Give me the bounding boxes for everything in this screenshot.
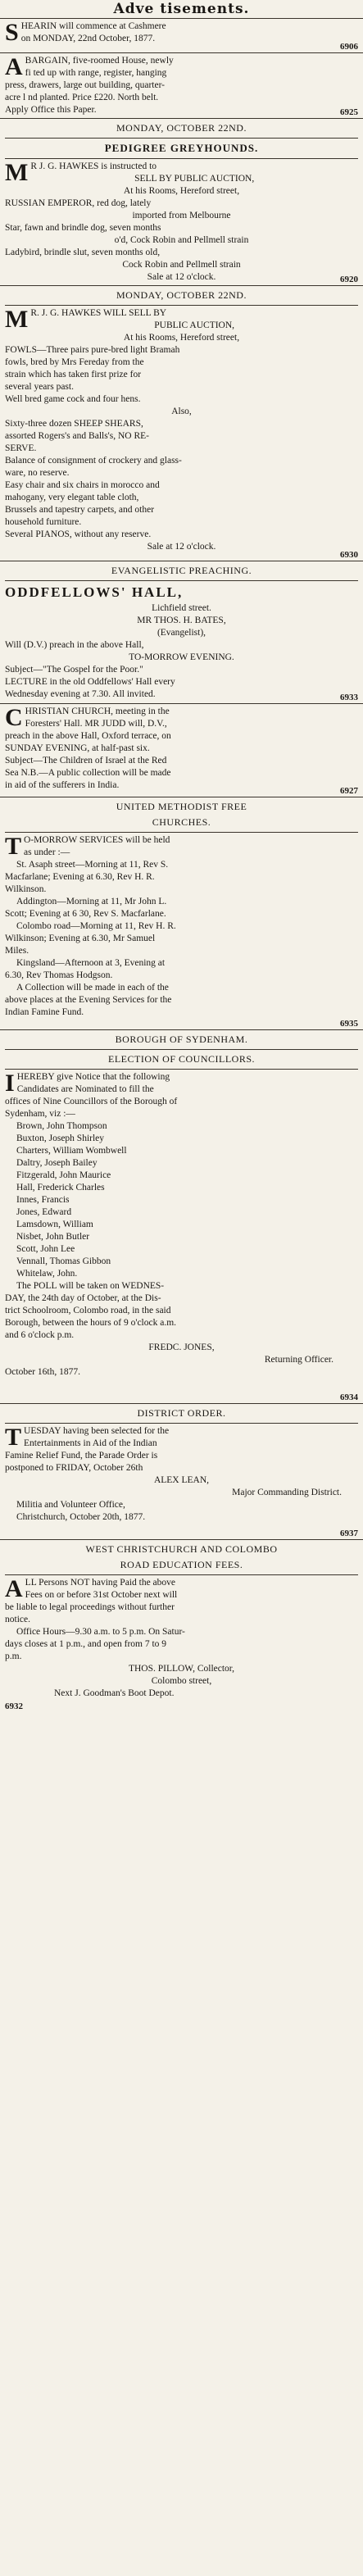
ad-line: ware, no reserve. bbox=[5, 468, 70, 478]
ad-line: acre l nd planted. Price £220. North belt. bbox=[5, 93, 159, 102]
ad-line: HRISTIAN CHURCH, meeting in the bbox=[25, 706, 170, 716]
ad-line: Subject—"The Gospel for the Poor." bbox=[5, 665, 143, 675]
ad-line: LL Persons NOT having Paid the above bbox=[25, 1578, 176, 1588]
ad-number: 6927 bbox=[340, 786, 358, 796]
ad-line: O-MORROW SERVICES will be held bbox=[24, 835, 170, 845]
drop-cap: A bbox=[5, 1575, 23, 1602]
ad-heading: BOROUGH OF SYDENHAM. bbox=[115, 1034, 248, 1045]
signature-title: Major Commanding District. bbox=[232, 1488, 342, 1497]
ad-line: Will (D.V.) preach in the above Hall, bbox=[5, 640, 144, 650]
candidate-name: Whitelaw, John. bbox=[16, 1269, 78, 1279]
ad-line: Apply Office this Paper. bbox=[5, 105, 97, 115]
ad-line: press, drawers, large out building, quarter- bbox=[5, 80, 166, 90]
ad-line: BARGAIN, five-roomed House, newly bbox=[25, 56, 174, 66]
ad-heading: CHURCHES. bbox=[152, 816, 211, 828]
ad-line: several years past. bbox=[5, 382, 74, 392]
ad-line: Addington—Morning at 11, Mr John L. bbox=[16, 897, 167, 906]
ad-number: 6920 bbox=[340, 275, 358, 284]
ad-line: Brussels and tapestry carpets, and other bbox=[5, 505, 155, 515]
candidate-name: Lamsdown, William bbox=[16, 1220, 93, 1229]
ad-line: Foresters' Hall. MR JUDD will, D.V., bbox=[25, 719, 167, 729]
ad-number: 6906 bbox=[340, 42, 358, 52]
ad-line: Indian Famine Fund. bbox=[5, 1007, 84, 1017]
ad-district-order bbox=[0, 1404, 363, 1540]
ad-line: Sixty-three dozen SHEEP SHEARS, bbox=[5, 419, 143, 429]
candidate-name: Fitzgerald, John Maurice bbox=[16, 1170, 111, 1180]
ad-line: Colombo road—Morning at 11, Rev H. R. bbox=[16, 921, 176, 931]
ad-line: Star, fawn and brindle dog, seven months bbox=[5, 223, 161, 233]
candidate-name: Nisbet, John Butler bbox=[16, 1232, 90, 1242]
ad-line: assorted Rogers's and Balls's, NO RE- bbox=[5, 431, 149, 441]
ad-line: mahogany, very elegant table cloth, bbox=[5, 493, 139, 502]
ad-line: Candidates are Nominated to fill the bbox=[16, 1084, 154, 1094]
ad-line: The POLL will be taken on WEDNES- bbox=[16, 1281, 165, 1291]
ad-heading: WEST CHRISTCHURCH AND COLOMBO bbox=[85, 1543, 278, 1555]
ad-line: Wednesday evening at 7.30. All invited. bbox=[5, 689, 156, 699]
ad-line: p.m. bbox=[5, 1651, 22, 1661]
ad-line: household furniture. bbox=[5, 517, 82, 527]
ad-sydenham-election bbox=[0, 1030, 363, 1404]
ad-line: preach in the above Hall, Oxford terrace, on bbox=[5, 731, 171, 741]
ad-heading: EVANGELISTIC PREACHING. bbox=[111, 565, 252, 576]
ad-line: Sea N.B.—A public collection will be made bbox=[5, 768, 171, 778]
signature-name: ALEX LEAN, bbox=[153, 1475, 210, 1485]
ad-line: Cock Robin and Pellmell strain bbox=[122, 260, 241, 270]
ad-line: Also, bbox=[171, 407, 192, 416]
drop-cap: I bbox=[5, 1070, 15, 1097]
ad-line: Fees on or before 31st October next will bbox=[25, 1590, 178, 1600]
ad-line: Balance of consignment of crockery and glass- bbox=[5, 456, 182, 466]
ad-line: notice. bbox=[5, 1615, 30, 1624]
ad-heading: UNITED METHODIST FREE bbox=[116, 801, 247, 812]
ad-line: o'd, Cock Robin and Pellmell strain bbox=[114, 235, 249, 245]
ad-line: offices of Nine Councillors of the Borough of bbox=[5, 1097, 178, 1106]
ad-line: Kingsland—Afternoon at 3, Evening at bbox=[16, 958, 166, 968]
candidate-name: Daltry, Joseph Bailey bbox=[16, 1158, 98, 1168]
ad-line: Militia and Volunteer Office, bbox=[16, 1500, 125, 1510]
ad-greyhounds bbox=[0, 119, 363, 286]
ad-line: on MONDAY, 22nd October, 1877. bbox=[20, 34, 156, 43]
ad-line: Wilkinson; Evening at 6.30, Mr Samuel bbox=[5, 934, 156, 943]
ad-line: and 6 o'clock p.m. bbox=[5, 1330, 75, 1340]
ad-line: trict Schoolroom, Colombo road, in the said bbox=[5, 1306, 171, 1315]
ad-line: R. J. G. HAWKES WILL SELL BY bbox=[30, 308, 167, 318]
ad-line: DAY, the 24th day of October, at the Dis- bbox=[5, 1293, 161, 1303]
ad-line: Next J. Goodman's Boot Depot. bbox=[54, 1688, 175, 1698]
masthead-title: Adve tisements. bbox=[0, 0, 363, 19]
ad-line: SUNDAY EVENING, at half-past six. bbox=[5, 743, 150, 753]
ad-line: HEREBY give Notice that the following bbox=[16, 1072, 170, 1082]
drop-cap: M bbox=[5, 159, 29, 186]
ad-line: Borough, between the hours of 9 o'clock a.m. bbox=[5, 1318, 177, 1328]
drop-cap: A bbox=[5, 53, 23, 80]
ad-line: Christchurch, October 20th, 1877. bbox=[16, 1512, 146, 1522]
ad-line: FOWLS—Three pairs pure-bred light Bramah bbox=[5, 345, 180, 355]
ad-number: 6932 bbox=[5, 1701, 23, 1711]
hall-title: ODDFELLOWS' HALL, bbox=[5, 584, 184, 600]
ad-line: Easy chair and six chairs in morocco and bbox=[5, 480, 160, 490]
ad-line: fi ted up with range, register, hanging bbox=[25, 68, 167, 78]
ad-line: Sale at 12 o'clock. bbox=[147, 542, 216, 552]
signature-name: FREDC. JONES, bbox=[148, 1343, 215, 1352]
ad-line: Well bred game cock and four hens. bbox=[5, 394, 141, 404]
ad-line: RUSSIAN EMPEROR, red dog, lately bbox=[5, 198, 152, 208]
ad-number: 6934 bbox=[340, 1392, 358, 1402]
signature-title: Returning Officer. bbox=[264, 1355, 334, 1365]
candidate-name: Charters, William Wombwell bbox=[16, 1146, 127, 1156]
ad-christian-church bbox=[0, 704, 363, 797]
ad-line: A Collection will be made in each of the bbox=[16, 983, 169, 993]
ad-line: (Evangelist), bbox=[157, 628, 206, 638]
ad-number: 6925 bbox=[340, 107, 358, 117]
ad-number: 6933 bbox=[340, 693, 358, 702]
ad-number: 6930 bbox=[340, 550, 358, 560]
ad-line: Lichfield street. bbox=[152, 603, 211, 613]
ad-line: HEARIN will commence at Cashmere bbox=[20, 21, 166, 31]
ad-heading: ELECTION OF COUNCILLORS. bbox=[108, 1053, 255, 1065]
ad-line: At his Rooms, Hereford street, bbox=[123, 186, 240, 196]
ad-line: as under :— bbox=[24, 847, 70, 857]
ad-line: Wilkinson. bbox=[5, 884, 47, 894]
ad-heading: ROAD EDUCATION FEES. bbox=[120, 1559, 243, 1570]
ad-line: Office Hours—9.30 a.m. to 5 p.m. On Satur- bbox=[16, 1627, 185, 1637]
ad-line: Subject—The Children of Israel at the Red bbox=[5, 756, 167, 766]
candidate-name: Innes, Francis bbox=[16, 1195, 70, 1205]
candidate-name: Vennall, Thomas Gibbon bbox=[16, 1256, 111, 1266]
ad-line: MR THOS. H. BATES, bbox=[137, 616, 226, 625]
ad-bargain bbox=[0, 53, 363, 119]
ad-number: 6937 bbox=[340, 1529, 358, 1538]
signature-name: THOS. PILLOW, Collector, bbox=[128, 1664, 235, 1674]
candidate-name: Buxton, Joseph Shirley bbox=[16, 1134, 105, 1143]
ad-line: LECTURE in the old Oddfellows' Hall every bbox=[5, 677, 175, 687]
ad-line: Colombo street, bbox=[151, 1676, 212, 1686]
drop-cap: S bbox=[5, 19, 19, 46]
ad-methodist-churches bbox=[0, 797, 363, 1030]
drop-cap: T bbox=[5, 833, 22, 860]
ad-line: be liable to legal proceedings without further bbox=[5, 1602, 175, 1612]
ad-line: TO-MORROW EVENING. bbox=[129, 652, 234, 662]
ad-fowls-auction bbox=[0, 286, 363, 561]
ad-line: postponed to FRIDAY, October 26th bbox=[5, 1463, 143, 1473]
ad-line: SERVE. bbox=[5, 443, 37, 453]
candidate-name: Hall, Frederick Charles bbox=[16, 1183, 105, 1193]
ad-line: 6.30, Rev Thomas Hodgson. bbox=[5, 970, 113, 980]
ad-title: PEDIGREE GREYHOUNDS. bbox=[104, 142, 259, 154]
ad-line: R J. G. HAWKES is instructed to bbox=[30, 161, 157, 171]
ad-date: October 16th, 1877. bbox=[5, 1367, 80, 1377]
drop-cap: M bbox=[5, 306, 29, 333]
ad-line: days closes at 1 p.m., and open from 7 to 9 bbox=[5, 1639, 167, 1649]
candidate-name: Jones, Edward bbox=[16, 1207, 72, 1217]
ad-heading: MONDAY, OCTOBER 22ND. bbox=[116, 289, 247, 301]
ad-line: Miles. bbox=[5, 946, 29, 956]
ad-shearing bbox=[0, 19, 363, 53]
candidate-name: Scott, John Lee bbox=[16, 1244, 75, 1254]
ad-line: above places at the Evening Services for the bbox=[5, 995, 172, 1005]
ad-heading: MONDAY, OCTOBER 22ND. bbox=[116, 122, 247, 134]
ad-line: Scott; Evening at 6 30, Rev S. Macfarlane. bbox=[5, 909, 166, 919]
ad-line: Macfarlane; Evening at 6.30, Rev H. R. bbox=[5, 872, 155, 882]
ad-line: Sydenham, viz :— bbox=[5, 1109, 75, 1119]
drop-cap: T bbox=[5, 1424, 22, 1451]
ad-line: imported from Melbourne bbox=[132, 211, 231, 220]
ad-line: PUBLIC AUCTION, bbox=[154, 320, 235, 330]
ad-line: At his Rooms, Hereford street, bbox=[123, 333, 240, 343]
ad-line: St. Asaph street—Morning at 11, Rev S. bbox=[16, 860, 169, 870]
ad-line: Several PIANOS, without any reserve. bbox=[5, 529, 152, 539]
ad-line: Sale at 12 o'clock. bbox=[147, 272, 216, 282]
ad-number: 6935 bbox=[340, 1019, 358, 1029]
ad-line: in aid of the sufferers in India. bbox=[5, 780, 120, 790]
ad-line: strain which has taken first prize for bbox=[5, 370, 142, 379]
ad-line: fowls, bred by Mrs Fereday from the bbox=[5, 357, 144, 367]
ad-evangelistic-preaching bbox=[0, 561, 363, 704]
ad-heading: DISTRICT ORDER. bbox=[137, 1407, 226, 1419]
ad-education-fees bbox=[0, 1540, 363, 1712]
ad-line: Entertainments in Aid of the Indian bbox=[24, 1438, 157, 1448]
ad-line: Famine Relief Fund, the Parade Order is bbox=[5, 1451, 158, 1461]
ad-line: UESDAY having been selected for the bbox=[24, 1426, 170, 1436]
drop-cap: C bbox=[5, 704, 23, 731]
ad-line: SELL BY PUBLIC AUCTION, bbox=[134, 174, 255, 184]
ad-line: Ladybird, brindle slut, seven months old, bbox=[5, 248, 161, 257]
candidate-name: Brown, John Thompson bbox=[16, 1121, 107, 1131]
